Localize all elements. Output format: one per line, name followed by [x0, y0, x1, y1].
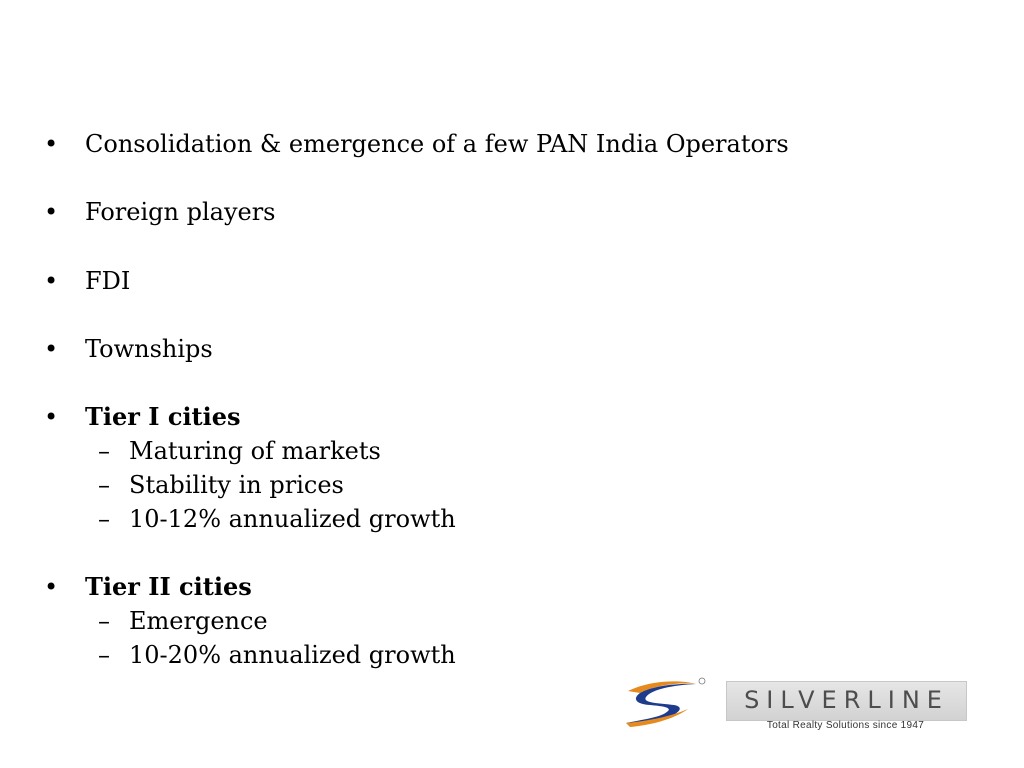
sub-bullet-text: Stability in prices	[129, 471, 344, 499]
bullet-text: Tier I cities	[85, 402, 241, 431]
sub-bullet-text: Maturing of markets	[129, 437, 381, 465]
bullet-marker: •	[44, 198, 59, 226]
bullet-text: Consolidation & emergence of a few PAN India Operators	[85, 130, 789, 158]
sub-bullet-item	[98, 468, 344, 502]
bullet-marker: •	[44, 130, 59, 158]
sub-bullet-item	[98, 502, 456, 536]
bullet-text: Tier II cities	[85, 572, 252, 601]
bullet-text: Foreign players	[85, 198, 276, 226]
dash-marker: –	[98, 641, 110, 669]
sub-bullet-text: 10-12% annualized growth	[129, 505, 456, 533]
bullet-text: Townships	[85, 335, 213, 363]
dash-marker: –	[98, 505, 110, 533]
bullet-item	[44, 570, 252, 604]
bullet-item	[44, 195, 276, 229]
sub-bullet-item	[98, 638, 456, 672]
dash-marker: –	[98, 607, 110, 635]
silverline-logo	[618, 673, 970, 739]
bullet-marker: •	[44, 335, 59, 363]
logo-name-box	[726, 681, 967, 721]
bullet-text: FDI	[85, 267, 131, 295]
dash-marker: –	[98, 437, 110, 465]
bullet-item	[44, 264, 130, 298]
sub-bullet-item	[98, 604, 268, 638]
bullet-marker: •	[44, 573, 59, 601]
sub-bullet-item	[98, 434, 381, 468]
sub-bullet-text: Emergence	[129, 607, 268, 635]
bullet-marker: •	[44, 403, 59, 431]
logo-name: SILVERLINE	[744, 686, 949, 714]
sub-bullet-text: 10-20% annualized growth	[129, 641, 456, 669]
bullet-item	[44, 127, 789, 161]
bullet-item	[44, 332, 213, 366]
bullet-item	[44, 400, 241, 434]
logo-tagline: Total Realty Solutions since 1947	[766, 720, 925, 731]
silverline-s-mark-icon	[618, 673, 710, 733]
dash-marker: –	[98, 471, 110, 499]
bullet-marker: •	[44, 267, 59, 295]
